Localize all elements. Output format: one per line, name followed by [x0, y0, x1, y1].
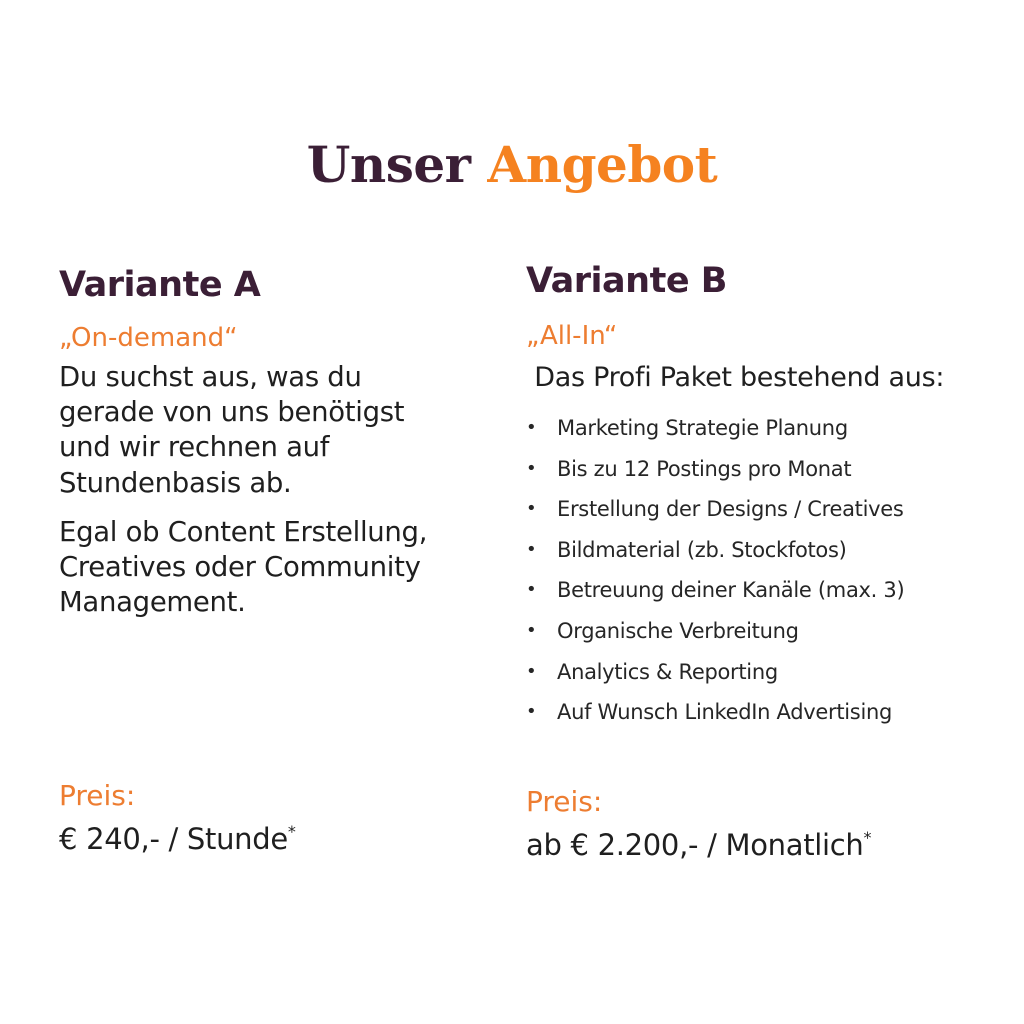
variant-b-price-label: Preis: [526, 785, 603, 818]
variant-b-column [526, 258, 986, 733]
bullet-icon: • [526, 457, 537, 479]
variant-b-footnote-mark: * [863, 828, 872, 847]
variant-b-heading: Variante B [526, 261, 727, 301]
variant-a-description: Du suchst aus, was du gerade von uns benötigst und wir rechnen auf Stundenbasis ab. [59, 361, 405, 499]
variant-a-footnote-mark: * [287, 822, 296, 841]
bullet-icon: • [526, 498, 537, 520]
feature-item [526, 489, 986, 530]
variant-a-price-value-row [59, 813, 296, 858]
title-part-angebot: Angebot [487, 134, 718, 194]
feature-item [526, 449, 986, 490]
title-part-unser: Unser [306, 134, 471, 194]
variant-a-services: Egal ob Content Erstellung, Creatives oder Community Management. [59, 515, 428, 619]
feature-label: Marketing Strategie Planung [557, 416, 848, 440]
variant-a-column [59, 262, 459, 620]
feature-label: Betreuung deiner Kanäle (max. 3) [557, 578, 905, 603]
bullet-icon: • [526, 701, 537, 723]
page-title [0, 132, 1024, 198]
bullet-icon: • [526, 660, 537, 682]
feature-item [526, 408, 986, 449]
bullet-icon: • [526, 579, 537, 601]
feature-item [526, 611, 986, 652]
bullet-icon: • [526, 619, 537, 641]
feature-label: Bildmaterial (zb. Stockfotos) [557, 537, 847, 562]
bullet-icon: • [526, 417, 537, 438]
feature-item [526, 652, 986, 693]
variant-a-price-label: Preis: [59, 779, 136, 812]
variant-a-heading: Variante A [59, 265, 261, 305]
feature-label: Bis zu 12 Postings pro Monat [557, 456, 852, 481]
variant-b-intro [526, 364, 986, 392]
feature-label: Auf Wunsch LinkedIn Advertising [557, 700, 893, 725]
variant-b-price [526, 785, 871, 864]
variant-b-price-value-row [526, 819, 871, 864]
variant-b-price-value: ab € 2.200,- / Monatlich [526, 828, 864, 862]
variant-a-price [59, 779, 296, 858]
feature-item [526, 692, 986, 733]
variant-a-price-value: € 240,- / Stunde [59, 822, 288, 856]
feature-item [526, 530, 986, 571]
feature-label: Analytics & Reporting [557, 659, 778, 684]
feature-label: Organische Verbreitung [557, 618, 799, 643]
variant-b-subtitle: „All-In“ [526, 321, 618, 351]
variant-a-subtitle: „On-demand“ [59, 323, 238, 353]
feature-label: Erstellung der Designs / Creatives [557, 497, 904, 522]
variant-b-feature-list [526, 408, 986, 733]
variant-b-intro-text: Das Profi Paket bestehend aus: [534, 362, 945, 393]
feature-item [526, 570, 986, 611]
bullet-icon: • [526, 538, 537, 560]
